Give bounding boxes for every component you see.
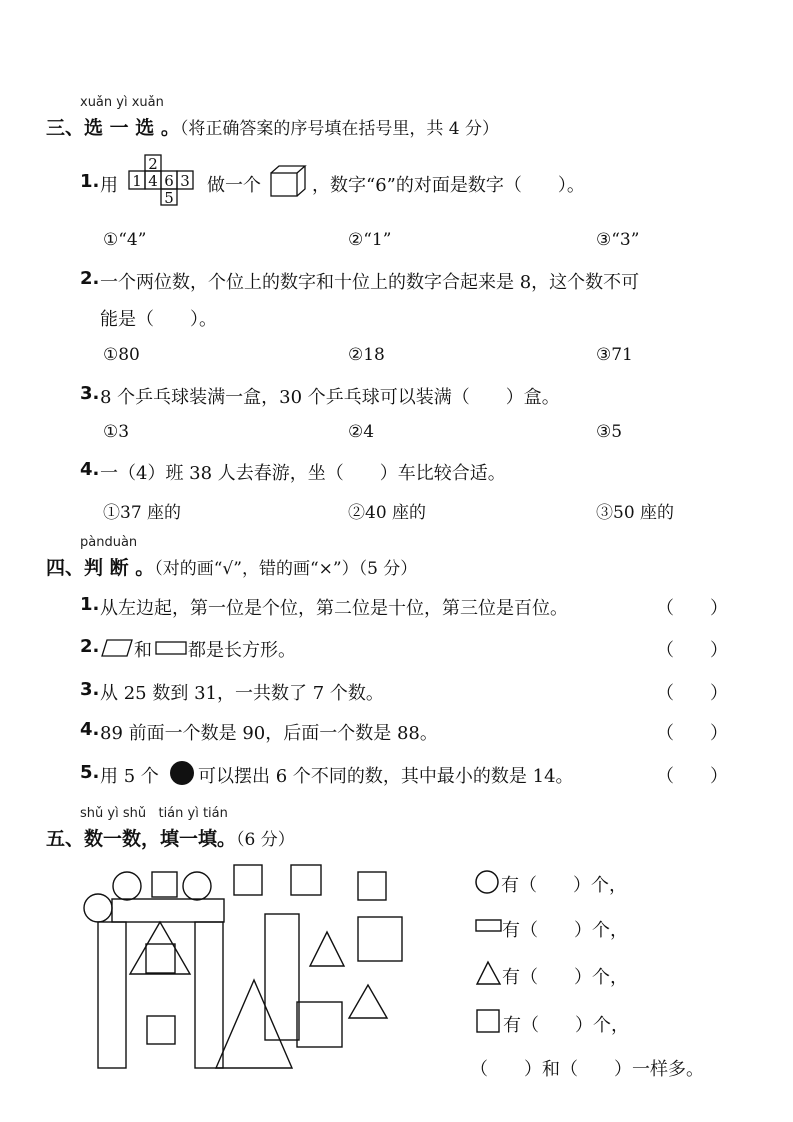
judge4-text: 89 前面一个数是 90，后面一个数是 88。 [100,723,438,744]
q1-option-2[interactable]: ②“1” [348,230,392,250]
net-digit-4: 3 [180,172,190,190]
judge5-post: 可以摆出 6 个不同的数，其中最小的数是 14。 [198,766,574,787]
q1-pre: 用 [100,175,118,196]
q3-option-1[interactable]: ①3 [103,422,130,442]
judge2-post: 都是长方形。 [188,640,296,661]
net-digit-1: 1 [132,172,142,190]
triangle-count-text[interactable]: 有（ ）个， [502,967,628,988]
section5-title [46,824,295,851]
parallelogram-icon [100,638,134,658]
section3-title [46,113,499,140]
q4-option-3[interactable]: ③50 座的 [596,503,675,523]
section4-note: （对的画“√”，错的画“×”）（5 分） [154,559,418,579]
section4-title [46,553,417,580]
q2-option-2[interactable]: ②18 [348,345,385,365]
rectangle-icon [475,918,503,934]
judge1-answer-blank[interactable]: （ ） [656,598,728,619]
rectangle-count-text[interactable]: 有（ ）个， [502,920,628,941]
net-digit-top: 2 [148,155,158,173]
judge1-number: 1. [80,594,100,615]
section3-note: （将正确答案的序号填在括号里，共 4 分） [179,119,499,139]
same-count-and: 和 [542,1059,560,1080]
q3-text: 8 个乒乓球装满一盒，30 个乒乓球可以装满（ ）盒。 [100,387,560,408]
square-count-text[interactable]: 有（ ）个， [503,1015,629,1036]
same-count-row [470,1055,704,1081]
q1-post: ，数字“6”的对面是数字（ ）。 [312,175,585,196]
q3-number: 3. [80,383,100,404]
section5-pinyin: shǔ yì shǔ tián yì tián [80,806,228,821]
q1-mid: 做一个 [207,175,261,196]
section5-heading: 五、数一数，填一填。 [46,828,237,850]
net-digit-2: 4 [148,172,158,190]
judge4-number: 4. [80,719,100,740]
judge5-answer-blank[interactable]: （ ） [656,766,728,787]
q1-option-3[interactable]: ③“3” [596,230,640,250]
section5-note: （6 分） [236,830,295,850]
circle-icon [475,869,501,895]
shape-counting-figure [80,862,400,1077]
judge1-text: 从左边起，第一位是个位，第二位是十位，第三位是百位。 [100,598,568,619]
circle-count-text[interactable]: 有（ ）个， [501,875,627,896]
judge2-mid: 和 [134,640,152,661]
q4-option-2[interactable]: ②40 座的 [348,503,427,523]
cube-icon [269,164,309,198]
cube-net-figure [123,153,205,209]
q4-option-1[interactable]: ①37 座的 [103,503,182,523]
q1-number: 1. [80,171,100,192]
q3-option-2[interactable]: ②4 [348,422,375,442]
q4-text: 一（4）班 38 人去春游，坐（ ）车比较合适。 [100,463,506,484]
same-count-blank-a[interactable]: （ ） [470,1059,542,1080]
filled-circle-icon [169,759,197,787]
q1-option-1[interactable]: ①“4” [103,230,147,250]
judge5-number: 5. [80,762,100,783]
judge2-number: 2. [80,636,100,657]
same-count-end: 一样多。 [632,1059,704,1080]
section4-heading: 四、判 断 。 [46,557,155,579]
q2-line2: 能是（ ）。 [100,309,217,330]
q2-number: 2. [80,268,100,289]
judge4-answer-blank[interactable]: （ ） [656,723,728,744]
same-count-blank-b[interactable]: （ ） [560,1059,632,1080]
judge3-number: 3. [80,679,100,700]
q2-option-1[interactable]: ①80 [103,345,140,365]
section4-pinyin: pànduàn [80,535,138,550]
judge3-answer-blank[interactable]: （ ） [656,683,728,704]
q2-line1: 一个两位数，个位上的数字和十位上的数字合起来是 8，这个数不可 [100,272,640,293]
q2-option-3[interactable]: ③71 [596,345,633,365]
q3-option-3[interactable]: ③5 [596,422,623,442]
section3-pinyin: xuǎn yì xuǎn [80,95,164,110]
judge2-answer-blank[interactable]: （ ） [656,640,728,661]
square-icon [475,1008,503,1034]
q4-number: 4. [80,459,100,480]
net-digit-bottom: 5 [164,189,174,207]
judge3-text: 从 25 数到 31，一共数了 7 个数。 [100,683,384,704]
triangle-icon [475,960,503,986]
section3-heading: 三、选 一 选 。 [46,117,180,139]
judge5-pre: 用 5 个 [100,766,159,787]
net-digit-3: 6 [164,172,174,190]
rectangle-icon [155,640,187,656]
